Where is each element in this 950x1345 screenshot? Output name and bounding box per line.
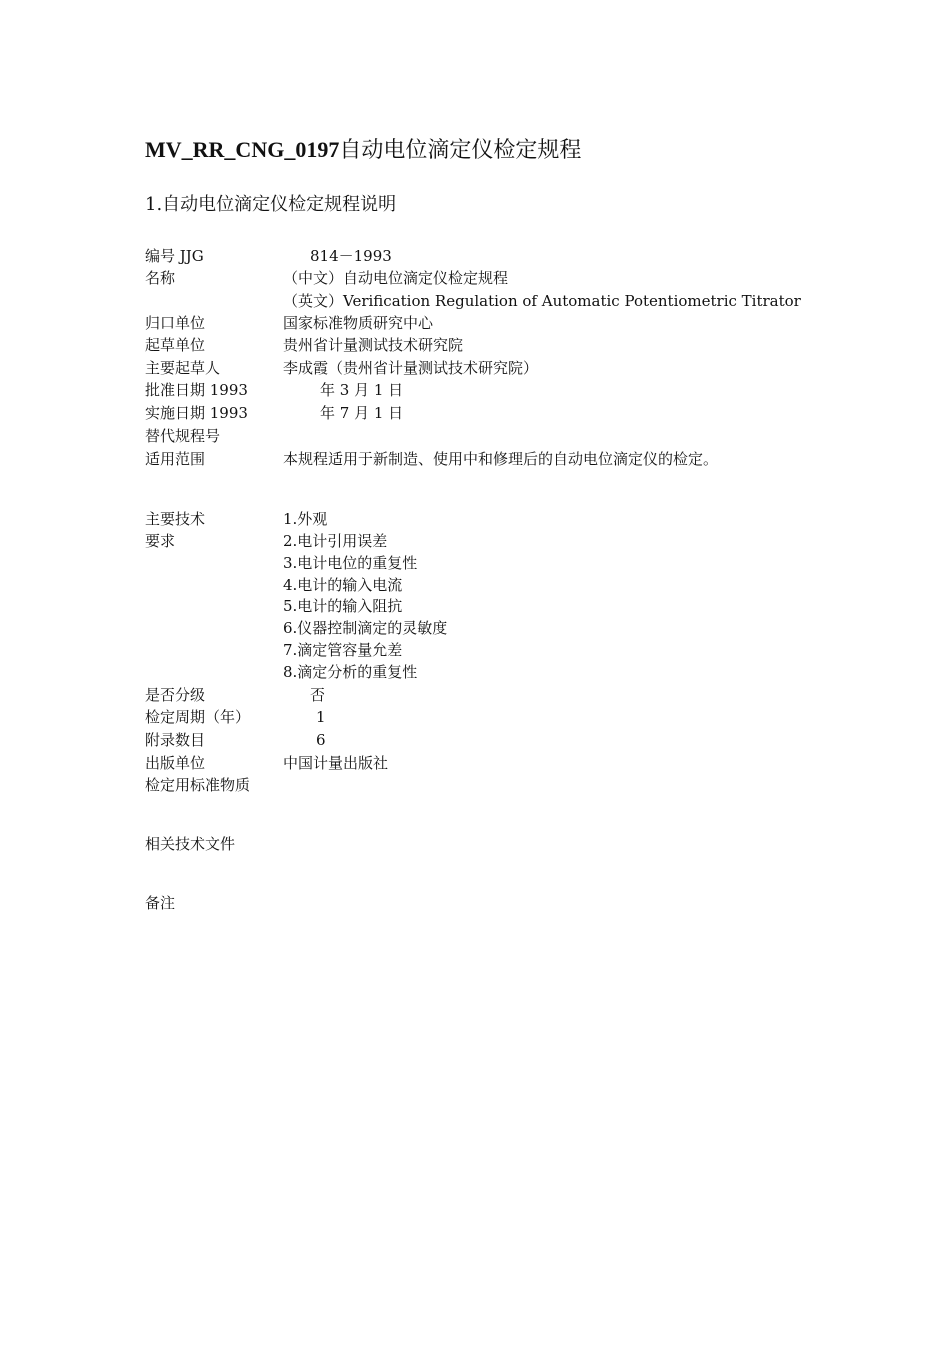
row-value: 6.仪器控制滴定的灵敏度 [283, 619, 448, 637]
row-value: 否 [310, 686, 326, 704]
row-main-tech-8 [145, 661, 905, 683]
row-value: 4.电计的输入电流 [283, 576, 403, 594]
row-label: 替代规程号 [145, 427, 221, 445]
regulation-title: 自动电位滴定仪检定规程 [339, 138, 582, 163]
document-title [145, 136, 581, 165]
row-main-tech-7 [145, 639, 905, 661]
row-label: 批准日期 1993 [145, 381, 248, 399]
row-value: 年 3 月 1 日 [320, 381, 404, 399]
row-main-tech-2 [145, 530, 905, 552]
row-value: 6 [316, 731, 326, 749]
row-drafting-unit [145, 334, 905, 356]
row-label: 适用范围 [145, 450, 206, 468]
row-main-tech-5 [145, 595, 905, 617]
row-value: 2.电计引用误差 [283, 532, 388, 550]
row-value: 1.外观 [283, 510, 328, 528]
row-value: 国家标准物质研究中心 [283, 314, 434, 332]
row-label: 要求 [145, 532, 176, 550]
row-verification-period [145, 706, 905, 728]
row-name-english [145, 290, 905, 312]
row-value: 7.滴定管容量允差 [283, 641, 403, 659]
row-remarks [145, 892, 905, 914]
row-label: 附录数目 [145, 731, 206, 749]
row-replaced-regulation [145, 425, 905, 447]
row-graded [145, 684, 905, 706]
row-label: 是否分级 [145, 686, 206, 704]
row-responsible-unit [145, 312, 905, 334]
row-scope [145, 448, 905, 470]
row-label: 归口单位 [145, 314, 206, 332]
row-value: （英文）Verification Regulation of Automatic Potentiometric Titrator [283, 292, 801, 310]
row-value: 贵州省计量测试技术研究院 [283, 336, 464, 354]
row-name [145, 267, 905, 289]
regulation-code: MV_RR_CNG_0197 [145, 137, 340, 162]
row-main-tech-3 [145, 552, 905, 574]
row-label: 名称 [145, 269, 176, 287]
row-value: 1 [316, 708, 326, 726]
row-label: 主要技术 [145, 510, 206, 528]
row-label: 编号 JJG [145, 247, 204, 265]
row-value: （中文）自动电位滴定仪检定规程 [283, 269, 509, 287]
row-value: 3.电计电位的重复性 [283, 554, 418, 572]
row-value: 中国计量出版社 [283, 754, 389, 772]
row-label: 相关技术文件 [145, 835, 236, 853]
row-label: 起草单位 [145, 336, 206, 354]
row-reference-material [145, 774, 905, 796]
section-title: 1.自动电位滴定仪检定规程说明 [145, 194, 397, 215]
row-main-drafter [145, 357, 905, 379]
row-value: 5.电计的输入阻抗 [283, 597, 403, 615]
row-publisher [145, 752, 905, 774]
row-label: 检定周期（年） [145, 708, 251, 726]
row-value: 李成霞（贵州省计量测试技术研究院） [283, 359, 539, 377]
row-implementation-date [145, 402, 905, 424]
row-main-tech-4 [145, 574, 905, 596]
row-label: 出版单位 [145, 754, 206, 772]
row-appendix-count [145, 729, 905, 751]
row-label: 备注 [145, 894, 176, 912]
row-label: 主要起草人 [145, 359, 221, 377]
row-value: 814－1993 [310, 247, 392, 265]
row-value: 本规程适用于新制造、使用中和修理后的自动电位滴定仪的检定。 [283, 450, 719, 468]
row-label: 实施日期 1993 [145, 404, 248, 422]
row-approval-date [145, 379, 905, 401]
row-main-tech-1 [145, 508, 905, 530]
row-main-tech-6 [145, 617, 905, 639]
row-value: 8.滴定分析的重复性 [283, 663, 418, 681]
row-number [145, 245, 905, 267]
row-label: 检定用标准物质 [145, 776, 251, 794]
row-related-documents [145, 833, 905, 855]
row-value: 年 7 月 1 日 [320, 404, 404, 422]
